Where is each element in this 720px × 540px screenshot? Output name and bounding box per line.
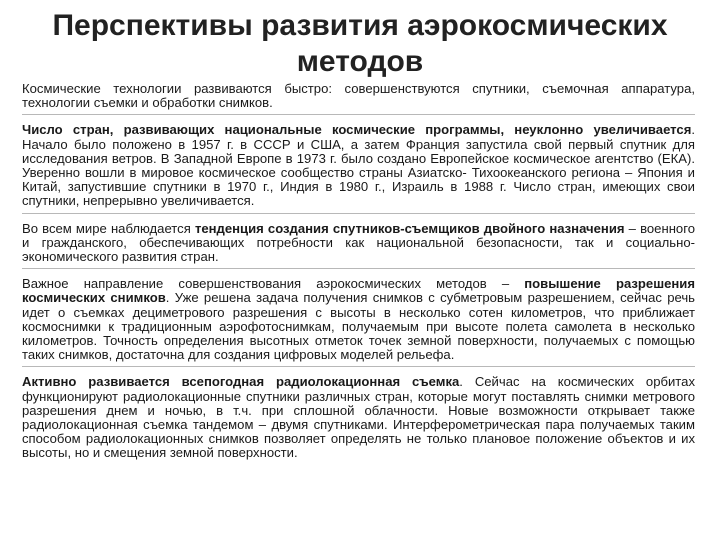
paragraph-text: Космические технологии развиваются быстро: совершенствуются спутники, съемочная аппаратура, технологии съемки и обработки снимков. bbox=[22, 81, 695, 111]
paragraph-highlight: Активно развивается всепогодная радиолокационная съемка bbox=[22, 374, 460, 390]
paragraph-text: – военного и гражданского, обеспечивающих потребности как национальной безопасности, так и социально-экономического развития стран. bbox=[22, 220, 695, 265]
paragraph-text: . Начало было положено в 1957 г. в СССР и США, а затем Франция запустила свой первый спутник для исследования ветров. В Западной Европе в 1973 г. было создано Европейское космическое агентство (ЕКА). Уверенно вошли в мировое космическое сообщество страны Азиатско- Тихоокеанского региона – Япония и Китай, запустившие спутники в 1970 г., Индия в 1980 г., Израиль в 1988 г. Число стран, имеющих свои спутники, непрерывно увеличивается. bbox=[22, 122, 695, 209]
paragraph-text: Важное направление совершенствования аэрокосмических методов – bbox=[22, 276, 525, 292]
slide-body bbox=[22, 82, 695, 473]
paragraph-highlight: Число стран, развивающих национальные космические программы, неуклонно увеличивается bbox=[22, 122, 692, 138]
paragraph-countries bbox=[22, 123, 695, 213]
paragraph-highlight: тенденция создания спутников-съемщиков двойного назначения bbox=[194, 220, 625, 236]
paragraph-tech-progress bbox=[22, 82, 695, 115]
paragraph-text: Во всем мире наблюдается bbox=[22, 220, 195, 236]
paragraph-radar bbox=[22, 375, 695, 464]
paragraph-highlight: повышение разрешения космических снимков bbox=[22, 276, 695, 306]
paragraph-dual-purpose bbox=[22, 222, 695, 270]
paragraph-text: . Уже решена задача получения снимков с субметровым разрешением, сейчас речь идет о съемках дециметрового разрешения с высоты в несколько сотен километров, что приближает космоснимки к традиционным аэрофотоснимкам, получаемым при высоте полета самолета в несколько километров. Точность определения высотных отметок точек земной поверхности, получаемых с помощью таких снимков, достаточна для создания цифровых моделей рельефа. bbox=[22, 290, 696, 363]
slide-title: Перспективы развития аэрокосмических методов bbox=[52, 9, 668, 78]
paragraph-resolution bbox=[22, 277, 695, 367]
paragraph-text: . Сейчас на космических орбитах функционируют радиолокационные спутники различных стран, которые могут поставлять снимки метрового разрешения днем и ночью, в т.ч. при сплошной облачности. Новые возможности открывает также радиолокационная съемка тандемом – двумя спутниками. Интерферометрическая пара получаемых таким способом радиолокационных снимков позволяет определять не только плановое положение объектов и их высоты, но и смещения земной поверхности. bbox=[22, 374, 695, 461]
